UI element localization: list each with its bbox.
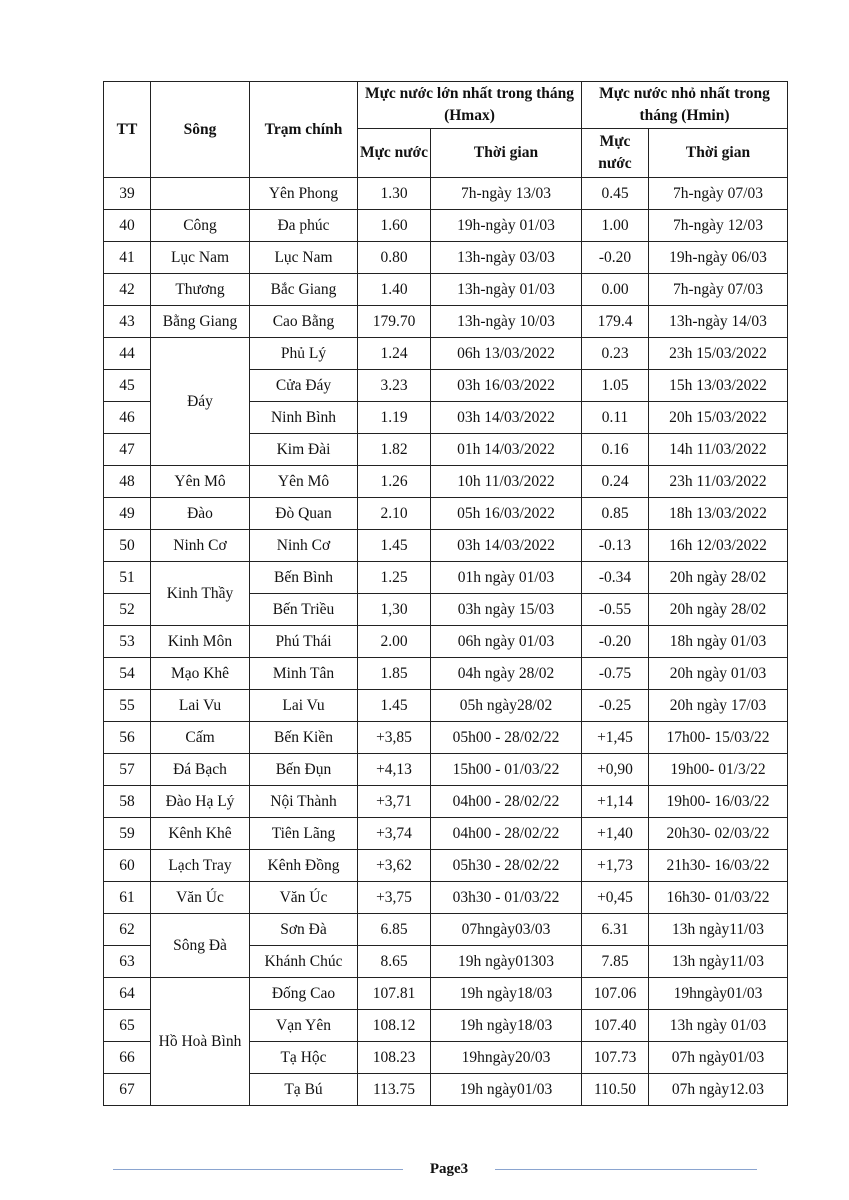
hmax-time: 04h00 - 28/02/22 — [431, 818, 582, 850]
hmin-level: +1,14 — [582, 786, 649, 818]
hmax-level: 1.19 — [358, 402, 431, 434]
hmax-time: 04h ngày 28/02 — [431, 658, 582, 690]
hmax-time: 19hngày20/03 — [431, 1042, 582, 1074]
hmax-time: 19h-ngày 01/03 — [431, 210, 582, 242]
table-row — [104, 338, 788, 370]
hmax-level: 2.00 — [358, 626, 431, 658]
hmin-level: +1,40 — [582, 818, 649, 850]
station-name: Tiên Lãng — [250, 818, 358, 850]
hmax-time: 04h00 - 28/02/22 — [431, 786, 582, 818]
hmax-time: 19h ngày18/03 — [431, 978, 582, 1010]
river-name: Văn Úc — [151, 882, 250, 914]
hmin-level: 179.4 — [582, 306, 649, 338]
hmin-time: 23h 11/03/2022 — [649, 466, 788, 498]
hmin-time: 7h-ngày 12/03 — [649, 210, 788, 242]
hmin-level: -0.20 — [582, 242, 649, 274]
hmin-time: 21h30- 16/03/22 — [649, 850, 788, 882]
row-number: 59 — [104, 818, 151, 850]
page-number: Page3 — [429, 1161, 469, 1177]
hmin-time: 23h 15/03/2022 — [649, 338, 788, 370]
hmax-level: +3,85 — [358, 722, 431, 754]
table-row — [104, 850, 788, 882]
hmax-time: 10h 11/03/2022 — [431, 466, 582, 498]
station-name: Khánh Chúc — [250, 946, 358, 978]
river-name: Sông Đà — [151, 914, 250, 978]
station-name: Bến Kiền — [250, 722, 358, 754]
hmin-time: 7h-ngày 07/03 — [649, 274, 788, 306]
hmax-time: 13h-ngày 10/03 — [431, 306, 582, 338]
hmin-time: 20h ngày 17/03 — [649, 690, 788, 722]
header-hmax: Mực nước lớn nhất trong tháng (Hmax) — [358, 82, 582, 129]
hmax-level: 1.25 — [358, 562, 431, 594]
table-row — [104, 882, 788, 914]
row-number: 42 — [104, 274, 151, 306]
station-name: Bắc Giang — [250, 274, 358, 306]
hmin-time: 17h00- 15/03/22 — [649, 722, 788, 754]
hmax-time: 01h 14/03/2022 — [431, 434, 582, 466]
hmax-level: 1.60 — [358, 210, 431, 242]
hmax-time: 03h ngày 15/03 — [431, 594, 582, 626]
hmax-time: 06h 13/03/2022 — [431, 338, 582, 370]
footer-rule-right — [495, 1169, 757, 1170]
hmax-level: 1.45 — [358, 530, 431, 562]
river-name: Mạo Khê — [151, 658, 250, 690]
river-name — [151, 178, 250, 210]
header-hmax-time: Thời gian — [431, 129, 582, 178]
hmax-time: 01h ngày 01/03 — [431, 562, 582, 594]
row-number: 66 — [104, 1042, 151, 1074]
table-row — [104, 978, 788, 1010]
hmax-time: 19h ngày18/03 — [431, 1010, 582, 1042]
header-river: Sông — [151, 82, 250, 178]
hmin-level: 7.85 — [582, 946, 649, 978]
row-number: 67 — [104, 1074, 151, 1106]
row-number: 65 — [104, 1010, 151, 1042]
row-number: 40 — [104, 210, 151, 242]
river-name: Lai Vu — [151, 690, 250, 722]
hmin-time: 13h-ngày 14/03 — [649, 306, 788, 338]
water-level-table — [103, 81, 788, 1106]
table-row — [104, 178, 788, 210]
header-station: Trạm chính — [250, 82, 358, 178]
hmin-level: 107.06 — [582, 978, 649, 1010]
hmax-level: 179.70 — [358, 306, 431, 338]
hmax-time: 19h ngày01303 — [431, 946, 582, 978]
station-name: Lai Vu — [250, 690, 358, 722]
station-name: Sơn Đà — [250, 914, 358, 946]
hmax-level: 108.23 — [358, 1042, 431, 1074]
hmax-time: 05h ngày28/02 — [431, 690, 582, 722]
hmin-level: -0.25 — [582, 690, 649, 722]
hmin-level: -0.20 — [582, 626, 649, 658]
river-name: Kinh Môn — [151, 626, 250, 658]
hmax-level: 1.85 — [358, 658, 431, 690]
hmin-time: 16h30- 01/03/22 — [649, 882, 788, 914]
table-row — [104, 562, 788, 594]
hmax-time: 03h 16/03/2022 — [431, 370, 582, 402]
row-number: 51 — [104, 562, 151, 594]
row-number: 41 — [104, 242, 151, 274]
hmin-time: 18h 13/03/2022 — [649, 498, 788, 530]
table-row — [104, 306, 788, 338]
hmax-level: 2.10 — [358, 498, 431, 530]
hmin-time: 19h-ngày 06/03 — [649, 242, 788, 274]
hmin-level: 0.11 — [582, 402, 649, 434]
table-row — [104, 274, 788, 306]
hmax-time: 7h-ngày 13/03 — [431, 178, 582, 210]
header-tt: TT — [104, 82, 151, 178]
hmax-time: 07hngày03/03 — [431, 914, 582, 946]
hmax-time: 03h30 - 01/03/22 — [431, 882, 582, 914]
station-name: Văn Úc — [250, 882, 358, 914]
row-number: 50 — [104, 530, 151, 562]
row-number: 44 — [104, 338, 151, 370]
row-number: 46 — [104, 402, 151, 434]
station-name: Ninh Cơ — [250, 530, 358, 562]
row-number: 61 — [104, 882, 151, 914]
hmin-time: 13h ngày 01/03 — [649, 1010, 788, 1042]
hmin-time: 18h ngày 01/03 — [649, 626, 788, 658]
river-name: Bằng Giang — [151, 306, 250, 338]
table-row — [104, 530, 788, 562]
row-number: 58 — [104, 786, 151, 818]
hmax-level: 108.12 — [358, 1010, 431, 1042]
station-name: Kênh Đồng — [250, 850, 358, 882]
river-name: Cấm — [151, 722, 250, 754]
table-row — [104, 658, 788, 690]
station-name: Minh Tân — [250, 658, 358, 690]
hmin-level: 0.45 — [582, 178, 649, 210]
hmin-time: 19h00- 16/03/22 — [649, 786, 788, 818]
hmax-level: 8.65 — [358, 946, 431, 978]
table-row — [104, 754, 788, 786]
hmin-time: 20h30- 02/03/22 — [649, 818, 788, 850]
hmin-time: 15h 13/03/2022 — [649, 370, 788, 402]
row-number: 53 — [104, 626, 151, 658]
hmin-time: 07h ngày12.03 — [649, 1074, 788, 1106]
row-number: 57 — [104, 754, 151, 786]
hmax-level: 0.80 — [358, 242, 431, 274]
hmax-level: 1.24 — [358, 338, 431, 370]
row-number: 52 — [104, 594, 151, 626]
station-name: Kim Đài — [250, 434, 358, 466]
row-number: 56 — [104, 722, 151, 754]
hmax-level: 6.85 — [358, 914, 431, 946]
hmax-time: 13h-ngày 03/03 — [431, 242, 582, 274]
hmin-time: 16h 12/03/2022 — [649, 530, 788, 562]
hmin-level: -0.55 — [582, 594, 649, 626]
hmin-level: +1,45 — [582, 722, 649, 754]
river-name: Lạch Tray — [151, 850, 250, 882]
station-name: Phú Thái — [250, 626, 358, 658]
station-name: Ninh Bình — [250, 402, 358, 434]
hmin-time: 7h-ngày 07/03 — [649, 178, 788, 210]
hmax-level: +4,13 — [358, 754, 431, 786]
hmin-level: 1.00 — [582, 210, 649, 242]
hmax-time: 03h 14/03/2022 — [431, 530, 582, 562]
hmax-level: 1.26 — [358, 466, 431, 498]
hmax-time: 03h 14/03/2022 — [431, 402, 582, 434]
table-row — [104, 914, 788, 946]
table-row — [104, 466, 788, 498]
station-name: Bến Bình — [250, 562, 358, 594]
hmax-level: 3.23 — [358, 370, 431, 402]
hmin-level: -0.34 — [582, 562, 649, 594]
station-name: Tạ Hộc — [250, 1042, 358, 1074]
station-name: Đống Cao — [250, 978, 358, 1010]
row-number: 45 — [104, 370, 151, 402]
row-number: 60 — [104, 850, 151, 882]
row-number: 48 — [104, 466, 151, 498]
table-row — [104, 690, 788, 722]
row-number: 62 — [104, 914, 151, 946]
hmin-time: 20h ngày 28/02 — [649, 562, 788, 594]
table-row — [104, 626, 788, 658]
row-number: 47 — [104, 434, 151, 466]
row-number: 55 — [104, 690, 151, 722]
table-row — [104, 210, 788, 242]
table-row — [104, 786, 788, 818]
hmin-time: 13h ngày11/03 — [649, 946, 788, 978]
hmax-level: 1.30 — [358, 178, 431, 210]
station-name: Vạn Yên — [250, 1010, 358, 1042]
hmin-level: 1.05 — [582, 370, 649, 402]
header-hmin-time: Thời gian — [649, 129, 788, 178]
river-name: Đào — [151, 498, 250, 530]
hmin-time: 19hngày01/03 — [649, 978, 788, 1010]
river-name: Công — [151, 210, 250, 242]
row-number: 49 — [104, 498, 151, 530]
footer-rule-left — [113, 1169, 403, 1170]
river-name: Đá Bạch — [151, 754, 250, 786]
station-name: Nội Thành — [250, 786, 358, 818]
river-name: Đáy — [151, 338, 250, 466]
station-name: Phủ Lý — [250, 338, 358, 370]
hmin-time: 19h00- 01/3/22 — [649, 754, 788, 786]
hmin-level: 107.73 — [582, 1042, 649, 1074]
hmin-level: 0.00 — [582, 274, 649, 306]
river-name: Thương — [151, 274, 250, 306]
hmax-time: 15h00 - 01/03/22 — [431, 754, 582, 786]
station-name: Yên Mô — [250, 466, 358, 498]
hmax-time: 19h ngày01/03 — [431, 1074, 582, 1106]
station-name: Bến Đụn — [250, 754, 358, 786]
hmax-level: 1.82 — [358, 434, 431, 466]
hmin-level: 6.31 — [582, 914, 649, 946]
row-number: 39 — [104, 178, 151, 210]
station-name: Cửa Đáy — [250, 370, 358, 402]
hmin-time: 20h 15/03/2022 — [649, 402, 788, 434]
table-row — [104, 722, 788, 754]
row-number: 43 — [104, 306, 151, 338]
hmin-level: +0,90 — [582, 754, 649, 786]
hmin-level: +0,45 — [582, 882, 649, 914]
station-name: Tạ Bú — [250, 1074, 358, 1106]
station-name: Cao Bằng — [250, 306, 358, 338]
hmax-time: 06h ngày 01/03 — [431, 626, 582, 658]
river-name: Yên Mô — [151, 466, 250, 498]
hmax-level: 1.45 — [358, 690, 431, 722]
table-row — [104, 818, 788, 850]
hmin-level: 0.85 — [582, 498, 649, 530]
hmax-level: 107.81 — [358, 978, 431, 1010]
river-name: Kinh Thầy — [151, 562, 250, 626]
hmax-time: 05h 16/03/2022 — [431, 498, 582, 530]
hmin-level: 110.50 — [582, 1074, 649, 1106]
hmax-level: 113.75 — [358, 1074, 431, 1106]
hmax-time: 05h30 - 28/02/22 — [431, 850, 582, 882]
header-hmin-level: Mực nước — [582, 129, 649, 178]
table-row — [104, 498, 788, 530]
hmax-level: +3,75 — [358, 882, 431, 914]
station-name: Yên Phong — [250, 178, 358, 210]
header-hmin: Mực nước nhỏ nhất trong tháng (Hmin) — [582, 82, 788, 129]
hmax-time: 13h-ngày 01/03 — [431, 274, 582, 306]
hmin-level: 0.16 — [582, 434, 649, 466]
river-name: Kênh Khê — [151, 818, 250, 850]
table-body — [104, 178, 788, 1106]
hmax-level: 1.40 — [358, 274, 431, 306]
page-footer — [0, 1158, 849, 1182]
river-name: Đào Hạ Lý — [151, 786, 250, 818]
hmin-level: 107.40 — [582, 1010, 649, 1042]
row-number: 64 — [104, 978, 151, 1010]
hmin-level: 0.24 — [582, 466, 649, 498]
river-name: Lục Nam — [151, 242, 250, 274]
hmax-time: 05h00 - 28/02/22 — [431, 722, 582, 754]
hmin-level: 0.23 — [582, 338, 649, 370]
hmax-level: +3,74 — [358, 818, 431, 850]
river-name: Hồ Hoà Bình — [151, 978, 250, 1106]
hmax-level: +3,71 — [358, 786, 431, 818]
station-name: Đa phúc — [250, 210, 358, 242]
hmin-time: 20h ngày 28/02 — [649, 594, 788, 626]
hmin-level: -0.13 — [582, 530, 649, 562]
hmax-level: +3,62 — [358, 850, 431, 882]
row-number: 63 — [104, 946, 151, 978]
hmin-time: 20h ngày 01/03 — [649, 658, 788, 690]
hmin-time: 07h ngày01/03 — [649, 1042, 788, 1074]
station-name: Lục Nam — [250, 242, 358, 274]
hmin-time: 14h 11/03/2022 — [649, 434, 788, 466]
river-name: Ninh Cơ — [151, 530, 250, 562]
station-name: Đò Quan — [250, 498, 358, 530]
hmin-level: +1,73 — [582, 850, 649, 882]
header-hmax-level: Mực nước — [358, 129, 431, 178]
station-name: Bến Triều — [250, 594, 358, 626]
hmax-level: 1,30 — [358, 594, 431, 626]
table-row — [104, 242, 788, 274]
hmin-level: -0.75 — [582, 658, 649, 690]
row-number: 54 — [104, 658, 151, 690]
hmin-time: 13h ngày11/03 — [649, 914, 788, 946]
